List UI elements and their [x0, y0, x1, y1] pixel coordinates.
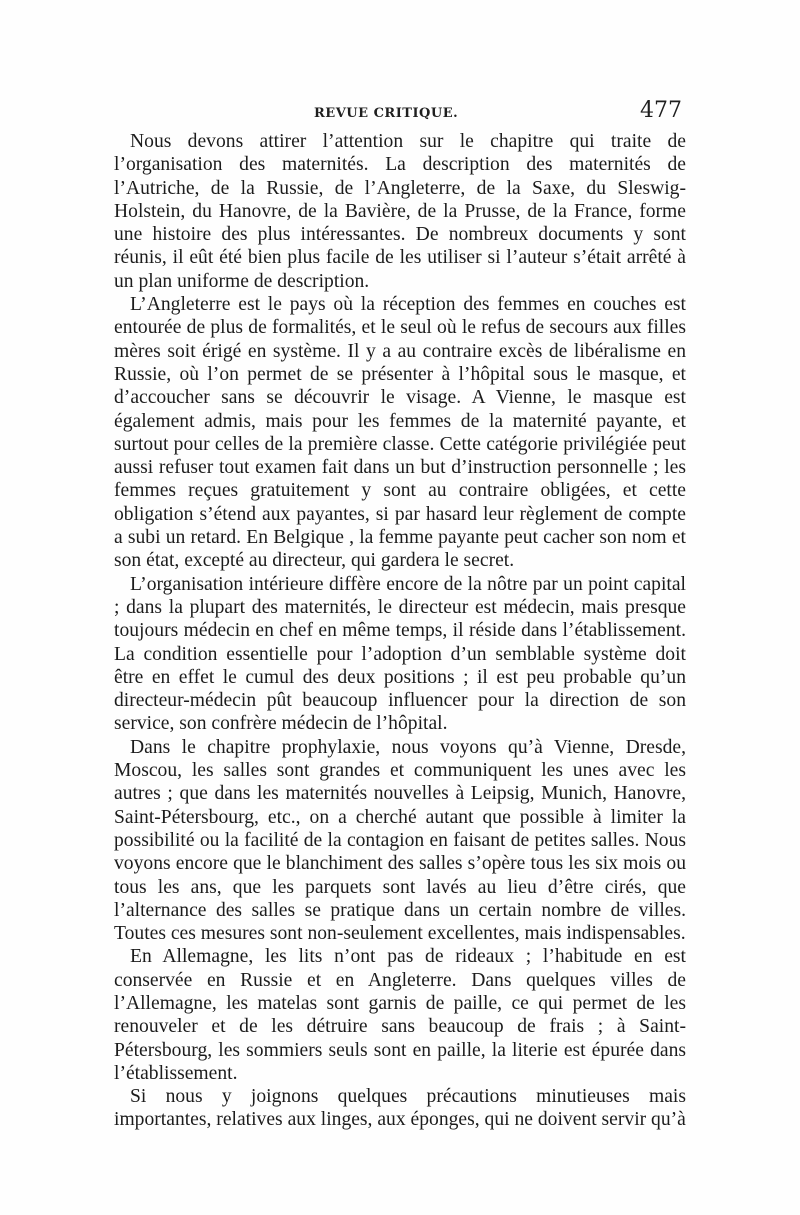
- paragraph-allemagne-lits: En Allemagne, les lits n’ont pas de rideaux ; l’habitude en est conservée en Russie et en Angleterre. Dans quelques villes de l’Allemagne, les matelas sont garnis de paille, ce qui permet de les renouveler et de les détruire sans beaucoup de frais ; à Saint-Pétersbourg, les sommiers seuls sont en paille, la literie est épurée dans l’établissement.: [114, 946, 686, 1084]
- paragraph-angleterre: L’Angleterre est le pays où la réception des femmes en couches est entourée de plus de formalités, et le seul où le refus de secours aux filles mères soit érigé en système. Il y a au contraire excès de libéralisme en Russie, où l’on permet de se présenter à l’hôpital sous le masque, et d’accoucher sans se découvrir le visage. A Vienne, le masque est également admis, mais pour les femmes de la maternité payante, et surtout pour celles de la première classe. Cette catégorie privilégiée peut aussi refuser tout examen fait dans un but d’instruction personnelle ; les femmes reçues gratuitement y sont au contraire obligées, et cette obligation s’étend aux payantes, si par hasard leur règlement de compte a subi un retard. En Belgique , la femme payante peut cacher son nom et son état, excepté au directeur, qui gardera le secret.: [114, 294, 686, 572]
- page-header: [114, 98, 686, 126]
- paragraph-organisation-interieure: L’organisation intérieure diffère encore de la nôtre par un point capital ; dans la plupart des maternités, le directeur est médecin, mais presque toujours médecin en chef en même temps, il réside dans l’établissement. La condition essentielle pour l’adoption d’un semblable système doit être en effet le cumul des deux positions ; il est peu probable qu’un directeur-médecin pût beaucoup influencer pour la direction de son service, son confrère médecin de l’hôpital.: [114, 573, 686, 735]
- body-text: [114, 130, 686, 1132]
- running-head: REVUE CRITIQUE.: [314, 106, 459, 121]
- paragraph-prophylaxie: Dans le chapitre prophylaxie, nous voyons qu’à Vienne, Dresde, Moscou, les salles sont grandes et communiquent les unes avec les autres ; que dans les maternités nouvelles à Leipsig, Munich, Hanovre, Saint-Pétersbourg, etc., on a cherché autant que possible à limiter la possibilité ou la facilité de la contagion en faisant de petites salles. Nous voyons encore que le blanchiment des salles s’opère tous les six mois ou tous les ans, que les parquets sont lavés au lieu d’être cirés, que l’alternance des salles se pratique dans un certain nombre de villes. Toutes ces mesures sont non-seulement excellentes, mais indispensables.: [114, 736, 686, 945]
- page-number: 477: [640, 98, 682, 123]
- paragraph-organisation-maternites: Nous devons attirer l’attention sur le chapitre qui traite de l’organisation des maternités. La description des maternités de l’Autriche, de la Russie, de l’Angleterre, de la Saxe, du Sleswig-Holstein, du Hanovre, de la Bavière, de la Prusse, de la France, forme une histoire des plus intéressantes. De nombreux documents y sont réunis, il eût été bien plus facile de les utiliser si l’auteur s’était arrêté à un plan uniforme de description.: [114, 131, 686, 292]
- paragraph-precautions: Si nous y joignons quelques précautions minutieuses mais importantes, relatives aux linges, aux éponges, qui ne doivent servir qu’à: [114, 1086, 686, 1131]
